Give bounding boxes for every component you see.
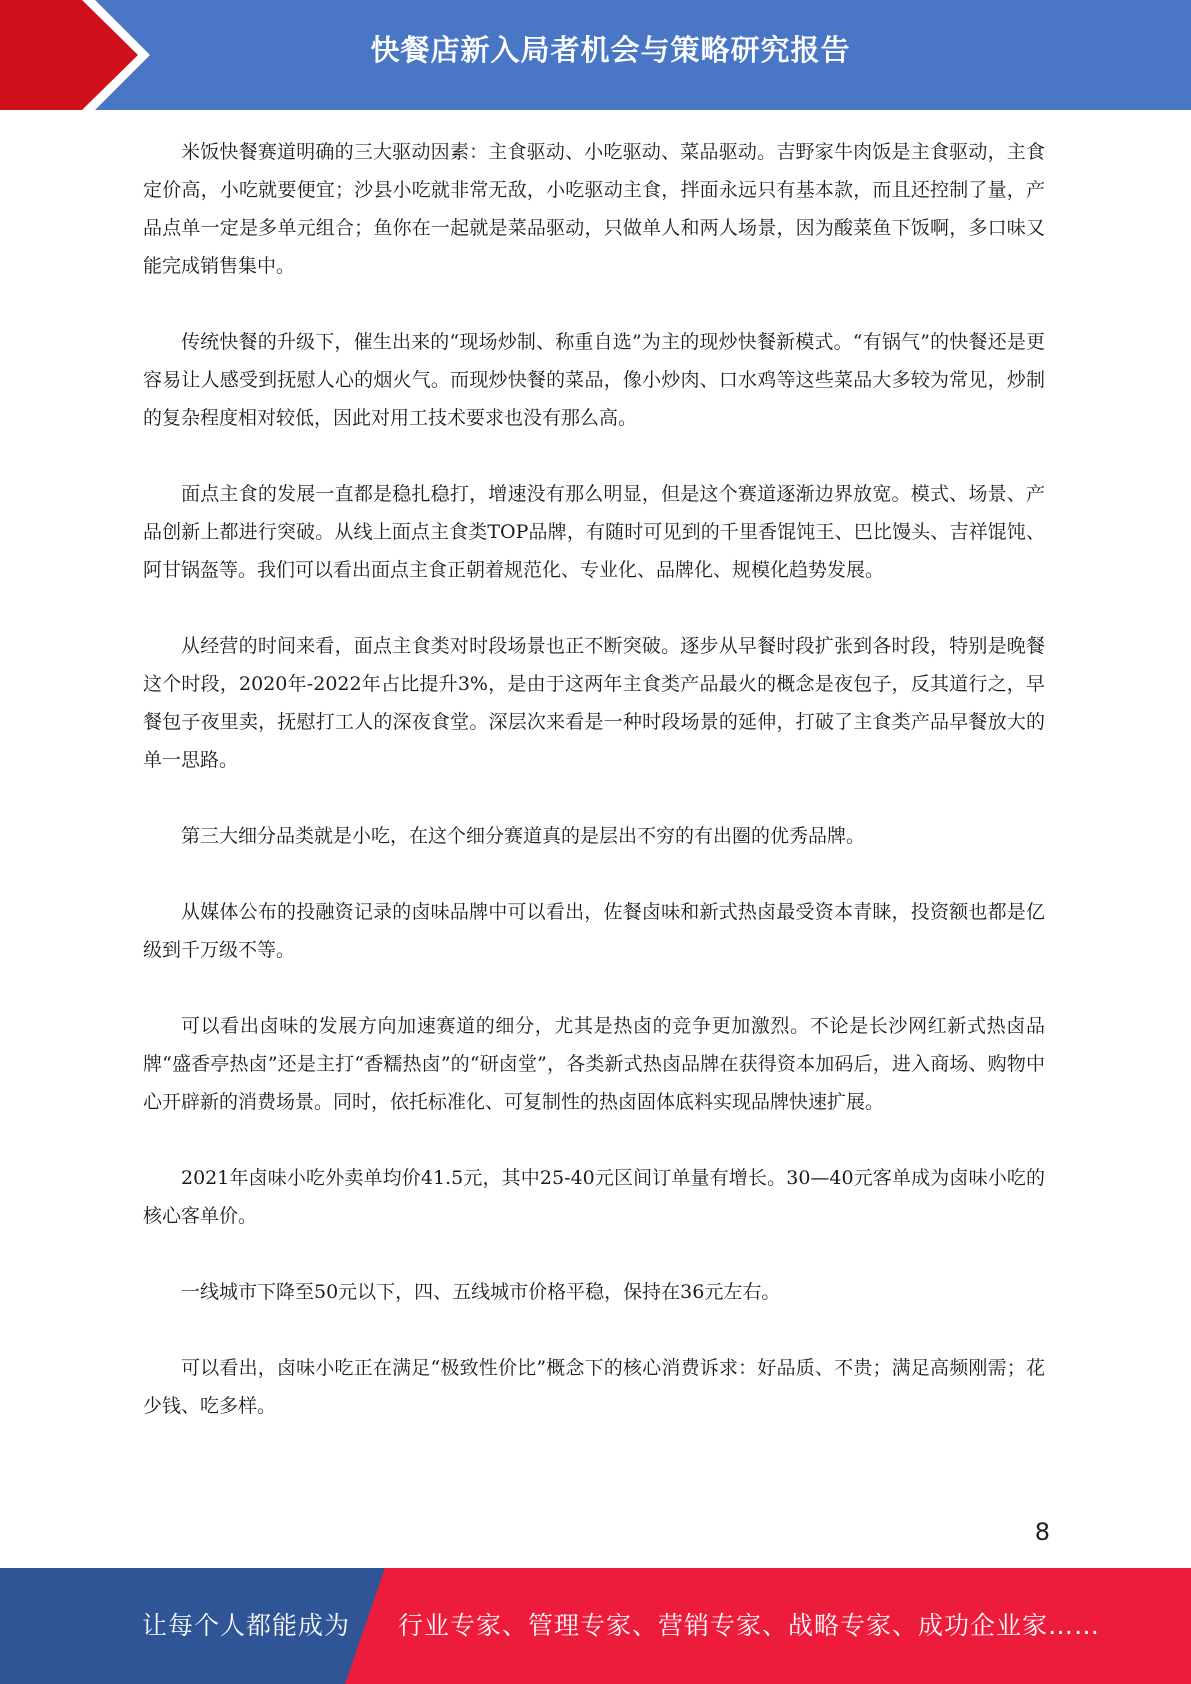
paragraph: 从经营的时间来看，面点主食类对时段场景也正不断突破。逐步从早餐时段扩张到各时段，特别是晚餐这个时段，2020年-2022年占比提升3%，是由于这两年主食类产品最火的概念是夜包子，反其道行之，早餐包子夜里卖，抚慰打工人的深夜食堂。深层次来看是一种时段场景的延伸，打破了主食类产品早餐放大的单一思路。 <box>143 635 1045 771</box>
paragraph: 从媒体公布的投融资记录的卤味品牌中可以看出，佐餐卤味和新式热卤最受资本青睐，投资额也都是亿级到千万级不等。 <box>143 901 1045 961</box>
paragraph: 米饭快餐赛道明确的三大驱动因素：主食驱动、小吃驱动、菜品驱动。吉野家牛肉饭是主食驱动，主食定价高，小吃就要便宜；沙县小吃就非常无敌，小吃驱动主食，拌面永远只有基本款，而且还控制了量，产品点单一定是多单元组合；鱼你在一起就是菜品驱动，只做单人和两人场景，因为酸菜鱼下饭啊，多口味又能完成销售集中。 <box>143 141 1045 277</box>
footer-slogan-right: 行业专家、管理专家、营销专家、战略专家、成功企业家…… <box>398 1611 1101 1640</box>
report-title: 快餐店新入局者机会与策略研究报告 <box>370 33 851 67</box>
body-text <box>143 133 1045 1463</box>
paragraph: 第三大细分品类就是小吃，在这个细分赛道真的是层出不穷的有出圈的优秀品牌。 <box>181 825 866 847</box>
page-footer <box>0 1568 1191 1684</box>
page-number: 8 <box>1034 1518 1050 1546</box>
paragraph: 面点主食的发展一直都是稳扎稳打，增速没有那么明显，但是这个赛道逐渐边界放宽。模式、场景、产品创新上都进行突破。从线上面点主食类TOP品牌，有随时可见到的千里香馄饨王、巴比馒头、吉祥馄饨、阿甘锅盔等。我们可以看出面点主食正朝着规范化、专业化、品牌化、规模化趋势发展。 <box>143 483 1045 581</box>
paragraph: 一线城市下降至50元以下，四、五线城市价格平稳，保持在36元左右。 <box>181 1281 781 1303</box>
page-header <box>0 0 1191 110</box>
footer-slogan-left: 让每个人都能成为 <box>142 1611 351 1640</box>
paragraph: 2021年卤味小吃外卖单均价41.5元，其中25-40元区间订单量有增长。30—40元客单成为卤味小吃的核心客单价。 <box>143 1167 1045 1227</box>
paragraph: 可以看出卤味的发展方向加速赛道的细分，尤其是热卤的竞争更加激烈。不论是长沙网红新式热卤品牌“盛香亭热卤”还是主打“香糯热卤”的“研卤堂”，各类新式热卤品牌在获得资本加码后，进入商场、购物中心开辟新的消费场景。同时，依托标准化、可复制性的热卤固体底料实现品牌快速扩展。 <box>143 1015 1045 1113</box>
paragraph: 传统快餐的升级下，催生出来的“现场炒制、称重自选”为主的现炒快餐新模式。“有锅气”的快餐还是更容易让人感受到抚慰人心的烟火气。而现炒快餐的菜品，像小炒肉、口水鸡等这些菜品大多较为常见，炒制的复杂程度相对较低，因此对用工技术要求也没有那么高。 <box>143 331 1045 429</box>
paragraph: 可以看出，卤味小吃正在满足“极致性价比”概念下的核心消费诉求：好品质、不贵；满足高频刚需；花少钱、吃多样。 <box>143 1357 1045 1417</box>
